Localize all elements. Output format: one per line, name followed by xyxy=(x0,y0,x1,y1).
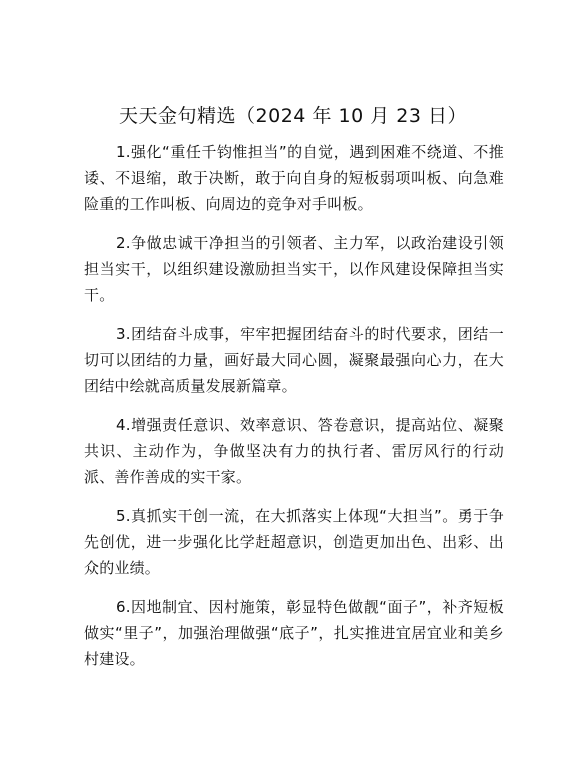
quote-item-2: 2.争做忠诚干净担当的引领者、主力军，以政治建设引领担当实干，以组织建设激励担当实干，以作风建设保障担当实干。 xyxy=(84,234,504,304)
quote-item-1: 1.强化“重任千钧惟担当”的自觉，遇到困难不绕道、不推诿、不退缩，敢于决断，敢于向自身的短板弱项叫板、向急难险重的工作叫板、向周边的竞争对手叫板。 xyxy=(84,143,504,213)
quote-item-5: 5.真抓实干创一流，在大抓落实上体现“大担当”。勇于争先创优，进一步强化比学赶超意识，创造更加出色、出彩、出众的业绩。 xyxy=(84,507,504,577)
document-title: 天天金句精选（2024 年 10 月 23 日） xyxy=(119,105,467,127)
quote-list xyxy=(84,139,504,685)
quote-item-3: 3.团结奋斗成事，牢牢把握团结奋斗的时代要求，团结一切可以团结的力量，画好最大同心圆，凝聚最强向心力，在大团结中绘就高质量发展新篇章。 xyxy=(84,325,504,395)
quote-item-4: 4.增强责任意识、效率意识、答卷意识，提高站位、凝聚共识、主动作为，争做坚决有力的执行者、雷厉风行的行动派、善作善成的实干家。 xyxy=(84,416,504,486)
quote-item-6: 6.因地制宜、因村施策，彰显特色做靓“面子”，补齐短板做实“里子”，加强治理做强“底子”，扎实推进宜居宜业和美乡村建设。 xyxy=(84,598,504,668)
